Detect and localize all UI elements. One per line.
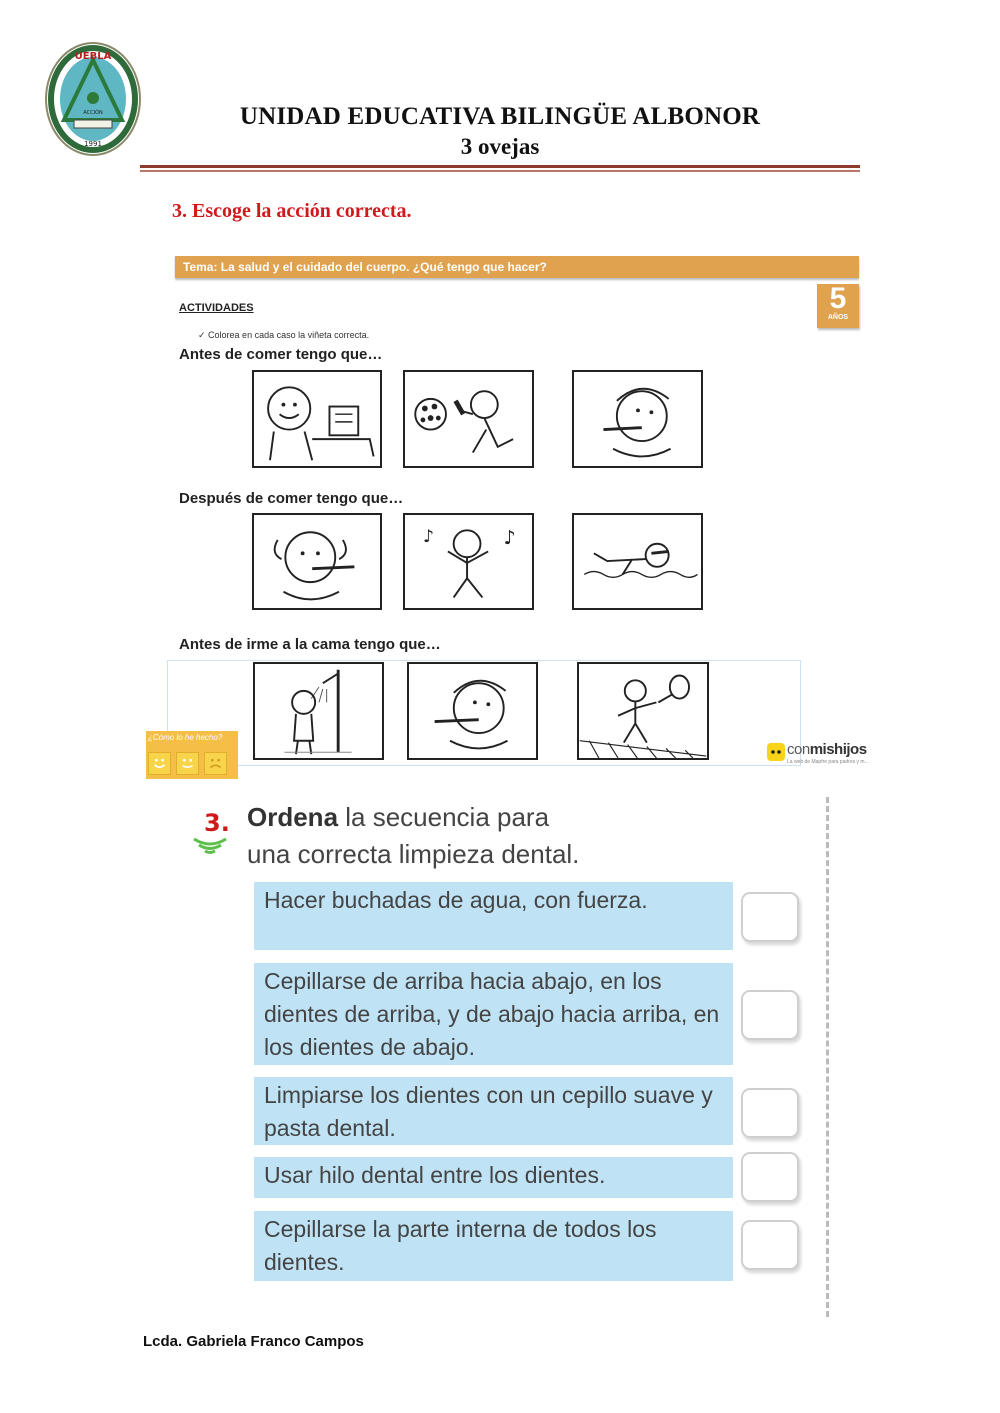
prompt-before-bed: Antes de irme a la cama tengo que… (179, 636, 441, 653)
picture-swim[interactable] (572, 513, 703, 610)
school-name: UNIDAD EDUCATIVA BILINGÜE ALBONOR (239, 103, 761, 130)
sad-face-icon[interactable] (204, 752, 227, 775)
happy-face-icon[interactable] (148, 752, 171, 775)
age-number: 5 (829, 282, 847, 315)
section-3-keyword: Ordena (247, 802, 339, 832)
picture-wash-hands[interactable] (252, 370, 382, 468)
step-4-text: Usar hilo dental entre los dientes. (254, 1157, 733, 1198)
activities-label: ACTIVIDADES (179, 302, 254, 314)
brand-prefix: con (787, 741, 810, 758)
picture-play-ball[interactable] (403, 370, 534, 468)
listen-audio-icon[interactable] (190, 805, 232, 855)
section-3-number: 3. (204, 809, 230, 837)
picture-brush-teeth[interactable] (572, 370, 703, 468)
step-5-order-box[interactable] (741, 1220, 799, 1270)
brand-main: mishijos (809, 741, 867, 758)
logo-year: 1991 (84, 140, 102, 148)
age-word: AÑOS (827, 314, 849, 321)
picture-dance[interactable] (403, 513, 534, 610)
section-3-title-rest: la secuencia para (338, 802, 550, 832)
prompt-before-eating: Antes de comer tengo que… (179, 346, 383, 363)
question-1-title: 3. Escoge la acción correcta. (172, 200, 412, 222)
topic-bar: Tema: La salud y el cuidado del cuerpo. ¿Qué tengo que hacer? (175, 256, 859, 278)
author-footer: Lcda. Gabriela Franco Campos (143, 1333, 364, 1350)
school-logo (44, 40, 142, 158)
step-4-order-box[interactable] (741, 1152, 799, 1202)
brand-name (787, 741, 867, 758)
picture-brush-teeth-girl[interactable] (252, 513, 382, 610)
logo-text-mid: ACCIÓN (83, 110, 103, 116)
svg-text:♪: ♪ (503, 525, 516, 549)
section-3-title-line2: una correcta limpieza dental. (247, 839, 580, 869)
cut-line (826, 797, 829, 1317)
picture-shower[interactable] (253, 662, 384, 760)
step-1-order-box[interactable] (741, 892, 799, 942)
section-3-title-line1 (247, 802, 549, 833)
instruction-text: ✓ Colorea en cada caso la viñeta correcta. (198, 330, 370, 340)
neutral-face-icon[interactable] (176, 752, 199, 775)
step-1-text: Hacer buchadas de agua, con fuerza. (254, 882, 733, 950)
step-3-text: Limpiarse los dientes con un cepillo suave y pasta dental. (254, 1077, 733, 1145)
picture-brush-teeth-night[interactable] (407, 662, 538, 760)
picture-tennis[interactable] (577, 662, 709, 760)
worksheet-subtitle: 3 ovejas (460, 134, 540, 159)
self-rating-label: ¿Cómo lo he hecho? (148, 733, 223, 742)
step-5-text: Cepillarse la parte interna de todos los dientes. (254, 1211, 733, 1281)
brand-logo-icon (767, 743, 785, 761)
step-2-order-box[interactable] (741, 990, 799, 1040)
header-rule (140, 165, 860, 168)
logo-text-top: UEBLA (74, 51, 112, 62)
header-rule-thin (140, 170, 860, 172)
age-badge (817, 284, 859, 328)
step-2-text: Cepillarse de arriba hacia abajo, en los dientes de arriba, y de abajo hacia arriba, en los dientes de abajo. (254, 963, 733, 1065)
brand-tagline: La web de Mapfre para padres y m... (787, 759, 869, 765)
step-3-order-box[interactable] (741, 1088, 799, 1138)
svg-text:♪: ♪ (422, 526, 434, 547)
prompt-after-eating: Después de comer tengo que… (179, 490, 404, 507)
